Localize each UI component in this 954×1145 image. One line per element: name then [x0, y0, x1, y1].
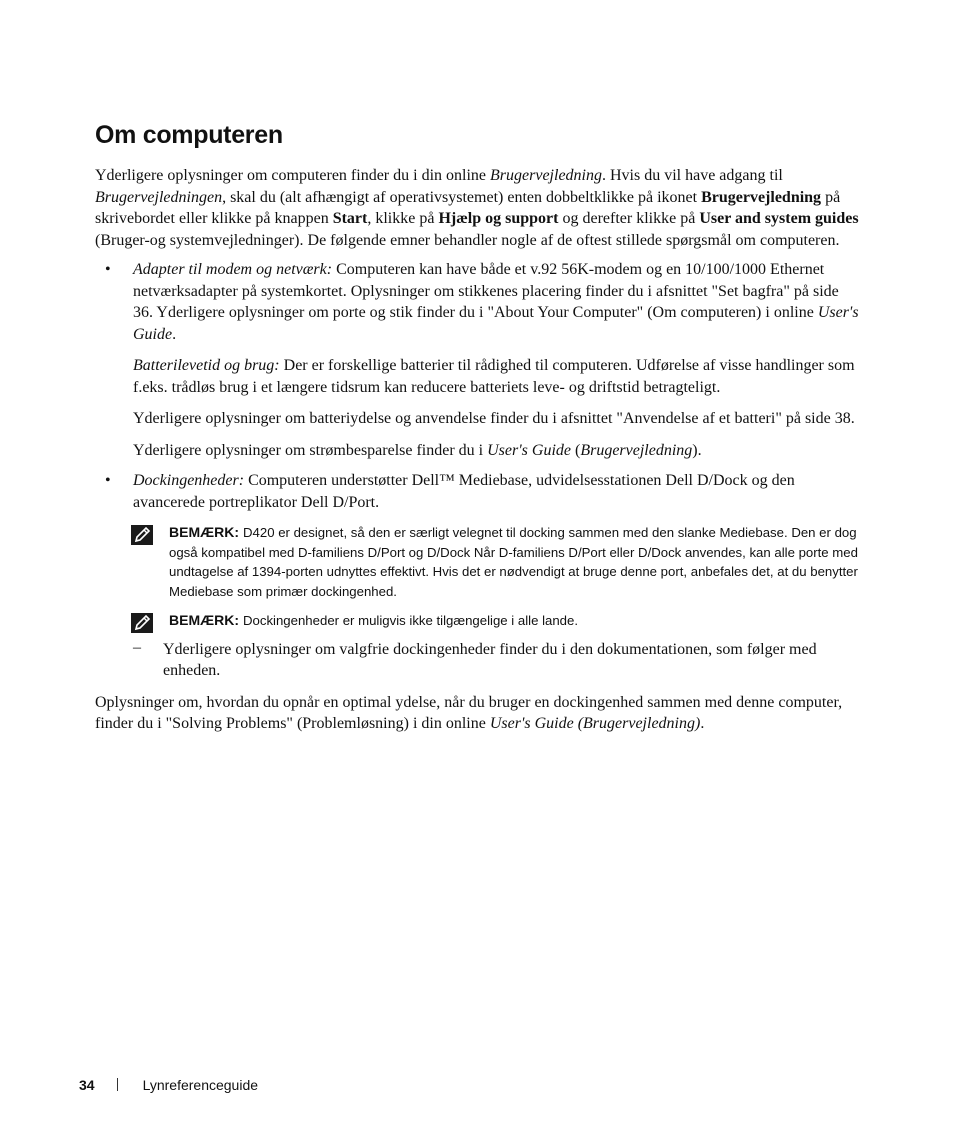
- power-paragraph: Yderligere oplysninger om strømbesparelse finder du i User's Guide (Brugervejledning).: [133, 441, 702, 459]
- page-title: Om computeren: [95, 121, 283, 149]
- intro-paragraph: Yderligere oplysninger om computeren finder du i din online Brugervejledning. Hvis du vil have adgang til Brugervejledningen, skal du (alt afhængigt af operativsystemet) enten dobbeltklikke på ikonet Brugervejledning på skrivebordet eller klikke på knappen Start, klikke på Hjælp og support og derefter klikke på User and system guides (Bruger-og systemvejledninger). De følgende emner behandler nogle af de oftest stillede spørgsmål om computeren.: [95, 167, 859, 249]
- guide-name: Lynreferenceguide: [142, 1077, 259, 1093]
- page-number: 34: [79, 1077, 95, 1093]
- note-docking-availability: [95, 611, 860, 631]
- page-footer: [79, 1077, 258, 1093]
- note-text: D420 er designet, så den er særligt velegnet til docking sammen med den slanke Mediebase. Den er dog også kompatibel med D-familiens D/Port og D/Dock Når D-familiens D/Port eller D/Dock anvendes, kan alle porte med undtagelse af 1394-porten udnyttes effektivt. Hvis det er nødvendigt at bruge denne port, anbefales det, at du benytter Mediebase som primær dockingenhed.: [169, 525, 858, 599]
- battery-paragraph: Batterilevetid og brug: Der er forskellige batterier til rådighed til computeren. Udførelse af visse handlinger som f.eks. trådløs brug i et længere tidsrum kan reducere batteriets leve- og driftstid betragteligt.: [133, 357, 855, 396]
- list-item-modem-network: [95, 259, 860, 461]
- note-docking-compatibility: [95, 523, 860, 601]
- dash-marker: –: [133, 638, 141, 656]
- list-item-docking: [95, 470, 860, 513]
- docking-paragraph: Dockingenheder: Computeren understøtter Dell™ Mediebase, udvidelsesstationen Dell D/Dock og den avancerede portreplikator Dell D/Port.: [133, 472, 795, 511]
- footer-divider: [117, 1078, 118, 1091]
- closing-paragraph: Oplysninger om, hvordan du opnår en optimal ydelse, når du bruger en dockingenhed sammen med denne computer, finder du i "Solving Problems" (Problemløsning) i din online User's Guide (Brugervejledning).: [95, 693, 843, 732]
- note-text: Dockingenheder er muligvis ikke tilgængelige i alle lande.: [243, 613, 578, 628]
- modem-network-paragraph: Adapter til modem og netværk: Computeren kan have både et v.92 56K-modem og en 10/100/1000 Ethernet netværksadapter på systemkortet. Oplysninger om stikkenes placering finder du i afsnittet "Set bagfra" på side 36. Yderligere oplysninger om porte og stik finder du i "About Your Computer" (Om computeren) i online User's Guide.: [133, 261, 859, 343]
- dash-list-item: [95, 639, 860, 682]
- bullet-marker: •: [105, 261, 111, 278]
- dash-item-text: Yderligere oplysninger om valgfrie dockingenheder finder du i den dokumentationen, som følger med enheden.: [163, 640, 817, 679]
- battery-more-paragraph: Yderligere oplysninger om batteriydelse og anvendelse finder du i afsnittet "Anvendelse af et batteri" på side 38.: [133, 410, 855, 427]
- note-pencil-icon: [131, 613, 153, 633]
- note-pencil-icon: [131, 525, 153, 545]
- page-content: [95, 118, 860, 735]
- note-label: BEMÆRK:: [169, 524, 239, 540]
- note-label: BEMÆRK:: [169, 612, 239, 628]
- topic-list: [95, 259, 860, 513]
- bullet-marker: •: [105, 472, 111, 489]
